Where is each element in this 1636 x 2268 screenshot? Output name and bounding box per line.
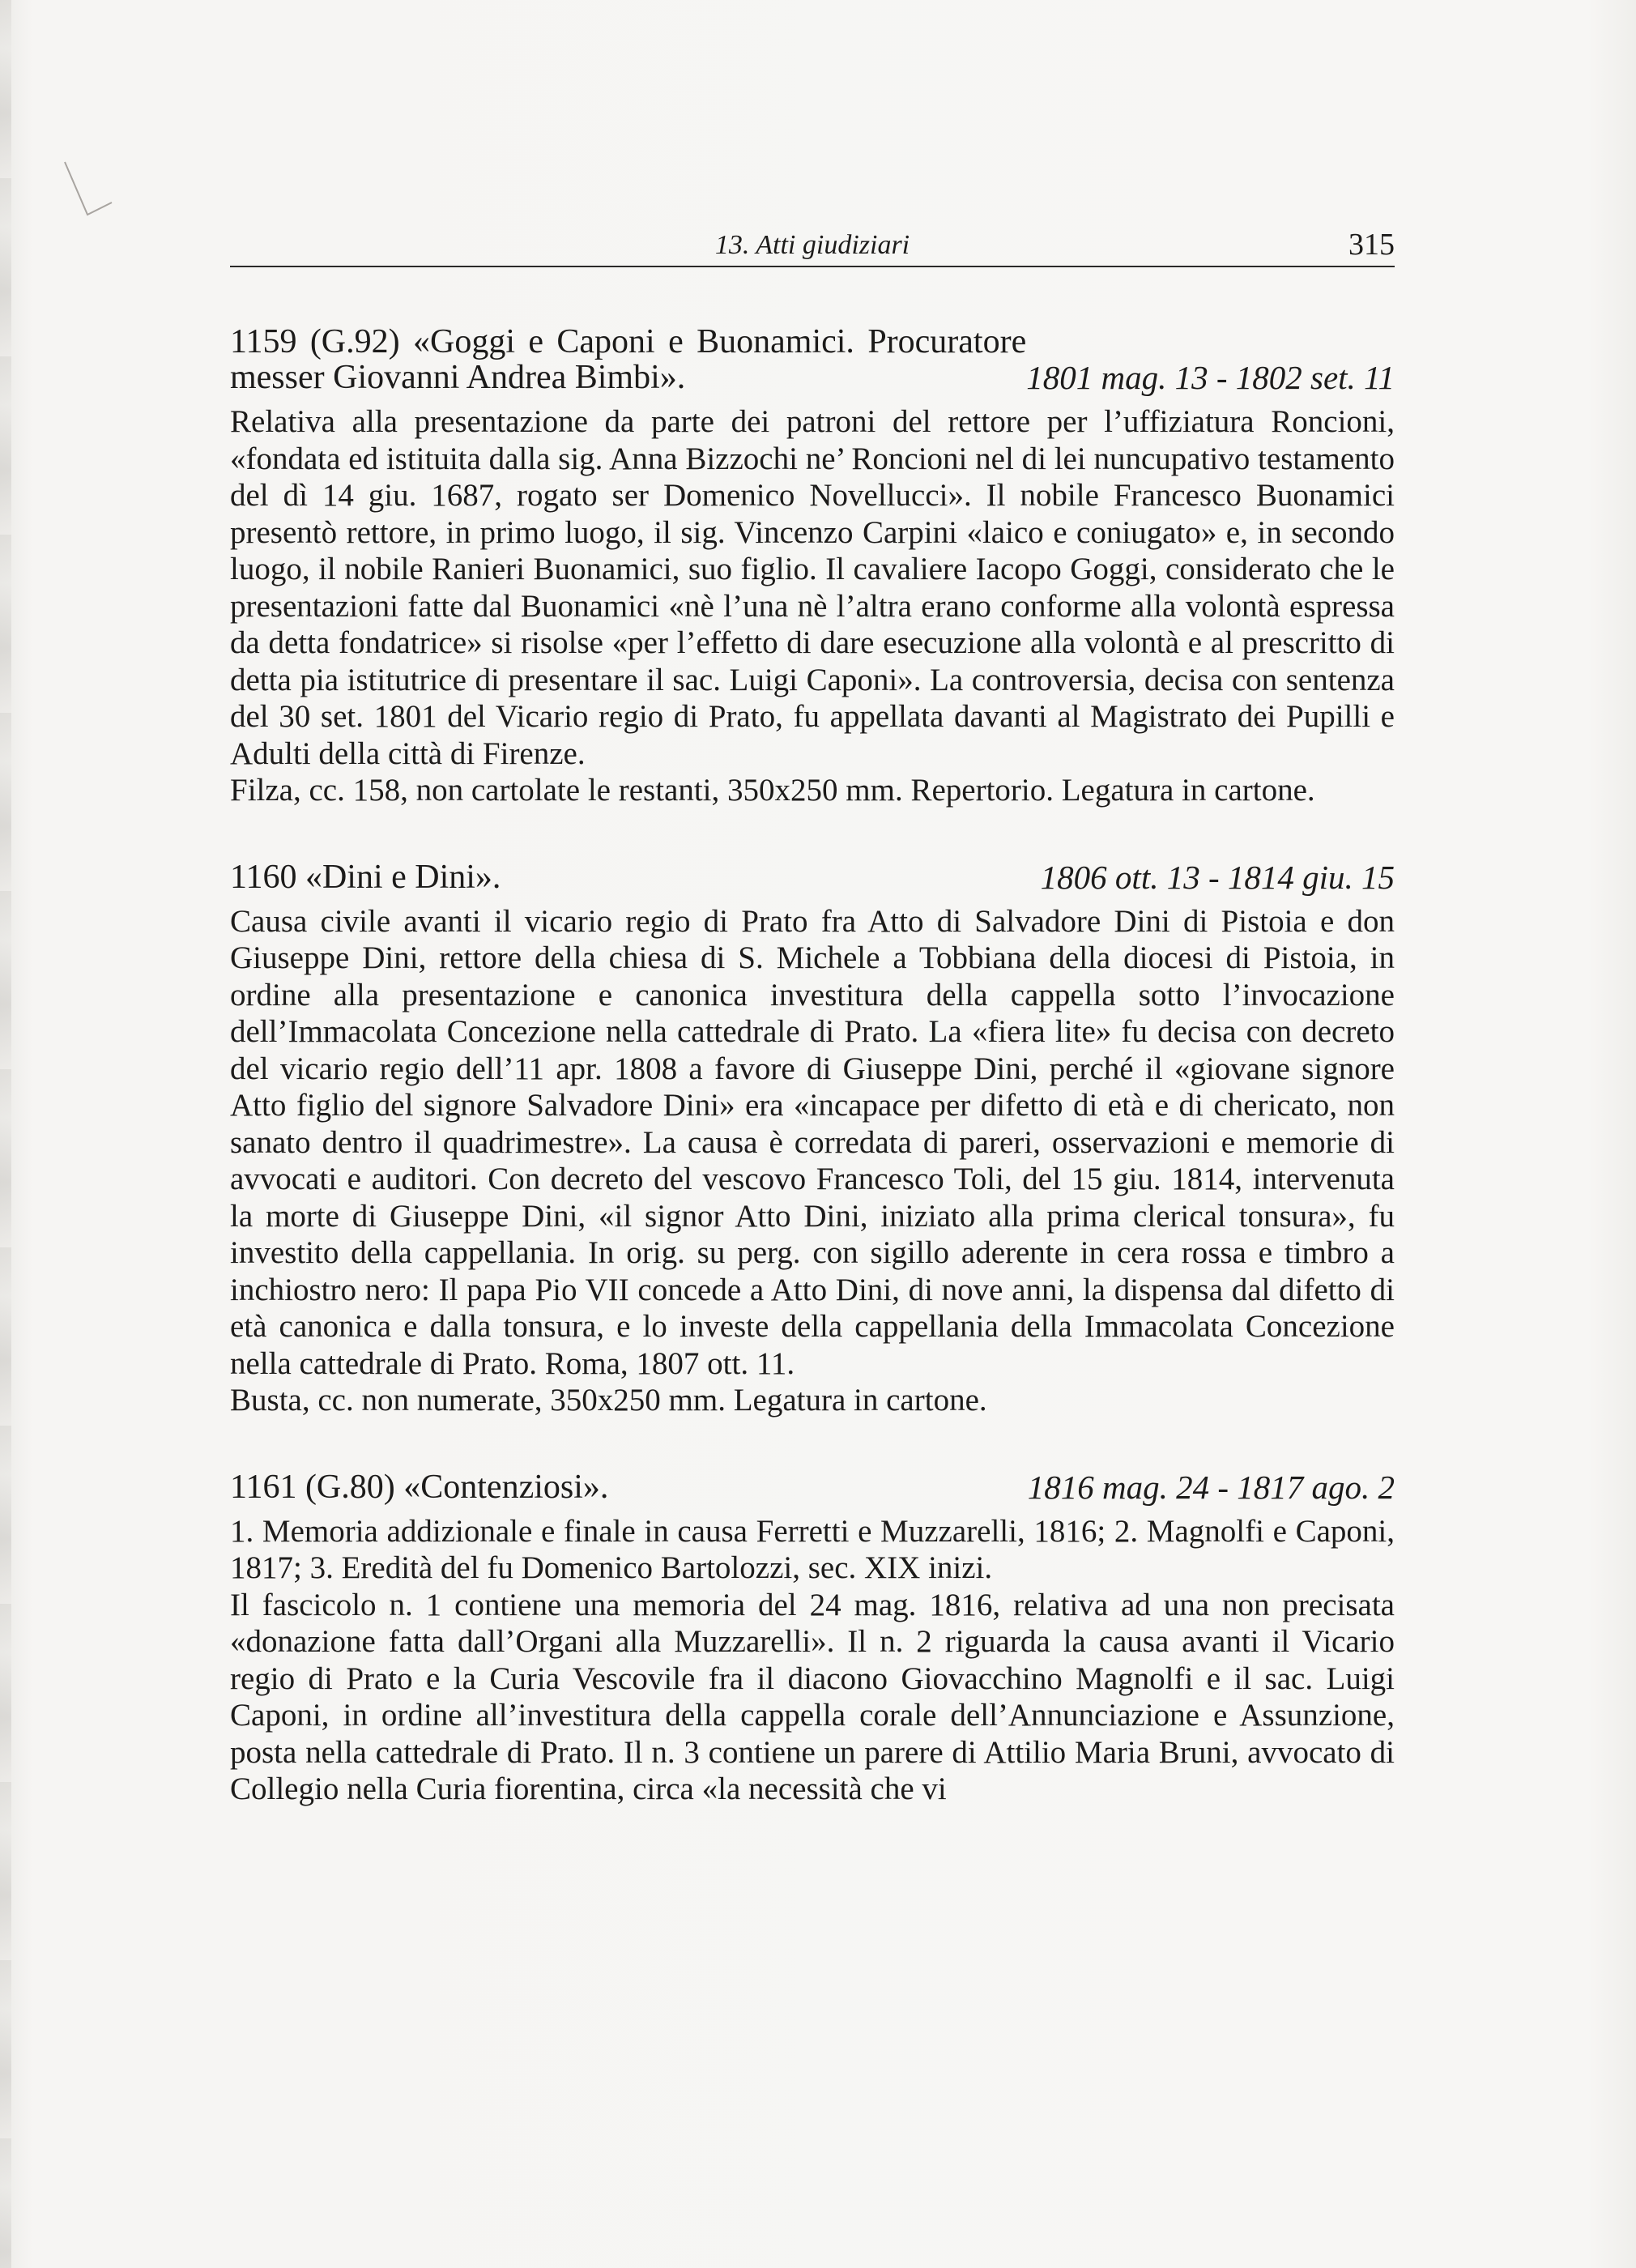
entry-title: 1161 (G.80) «Contenziosi».	[230, 1468, 609, 1506]
entry-date: 1801 mag. 13 - 1802 set. 11	[1026, 359, 1395, 396]
page-number: 315	[1348, 228, 1395, 262]
entry-1161	[230, 1469, 1395, 1808]
entry-date: 1806 ott. 13 - 1814 giu. 15	[1040, 858, 1395, 896]
entry-description: Causa civile avanti il vicario regio di Prato fra Atto di Salvadore Dini di Pistoia e don Giuseppe Dini, rettore della chiesa di S. Michele a Tobbiana della diocesi di Pistoia, in ordine alla presentazione e canonica investitura della cappella sotto l’invocazione dell’Immacolata Concezione nella cattedrale di Prato. La «fiera lite» fu decisa con decreto del vicario regio dell’11 apr. 1808 a favore di Giuseppe Dini, perché il «giovane signore Atto figlio del signore Salvadore Dini» era «incapace per difetto di età e di chericato, non sanato dentro il quadrimestre». La causa è corredata di pareri, osservazioni e memorie di avvocati e auditori. Con decreto del vescovo Francesco Toli, del 15 giu. 1814, intervenuta la morte di Giuseppe Dini, «il signor Atto Dini, iniziato alla prima clerical tonsura», fu investito della cappellania. In orig. su perg. con sigillo aderente in cera rossa e timbro a inchiostro nero: Il papa Pio VII concede a Atto Dini, di nove anni, la dispensa dal difetto di età canonica e dalla tonsura, e lo investe della cappellania della Immacolata Concezione nella cattedrale di Prato. Roma, 1807 ott. 11.	[230, 903, 1395, 1381]
entry-1160	[230, 859, 1395, 1419]
entry-description: Relativa alla presentazione da parte dei patroni del rettore per l’uffiziatura Roncioni, «fondata ed istituita dalla sig. Anna Bizzochi ne’ Roncioni nel di lei nuncupativo testamento del dì 14 giu. 1687, rogato ser Domenico Novellucci». Il nobile Francesco Buonamici presentò rettore, in primo luogo, il sig. Vincenzo Carpini «laico e coniugato» e, in secondo luogo, il nobile Ranieri Buonamici, suo figlio. Il cavaliere Iacopo Goggi, considerato che le presentazioni fatte dal Buonamici «nè l’una nè l’altra erano conforme alla volontà espressa da detta fondatrice» si risolse «per l’effetto di dare esecuzione alla volontà e al prescritto di detta pia istitutrice di presentare il sac. Luigi Caponi». La controversia, decisa con sentenza del 30 set. 1801 del Vicario regio di Prato, fu appellata davanti al Magistrato dei Pupilli e Adulti della città di Firenze.	[230, 404, 1395, 771]
page-edge	[0, 0, 11, 2268]
entry-title: 1160 «Dini e Dini».	[230, 858, 501, 896]
entry-physical-description: Busta, cc. non numerate, 350x250 mm. Legatura in cartone.	[230, 1383, 987, 1418]
entry-date: 1816 mag. 24 - 1817 ago. 2	[1027, 1468, 1395, 1506]
entry-1159	[230, 324, 1395, 809]
entry-title: 1159 (G.92) «Goggi e Caponi e Buonamici. Procuratore messer Giovanni Andrea Bimbi».	[230, 323, 1027, 396]
entry-contents: 1. Memoria addizionale e finale in causa Ferretti e Muzzarelli, 1816; 2. Magnolfi e Caponi, 1817; 3. Eredità del fu Domenico Bartolozzi, sec. XIX inizi.	[230, 1513, 1395, 1585]
entry-heading	[230, 1469, 1395, 1505]
entry-physical-description: Filza, cc. 158, non cartolate le restanti, 350x250 mm. Repertorio. Legatura in cartone.	[230, 773, 1315, 808]
running-title: 13. Atti giudiziari	[714, 230, 910, 260]
page-body	[230, 324, 1395, 1808]
running-header	[230, 224, 1395, 267]
pencil-mark	[57, 146, 121, 227]
entry-heading	[230, 859, 1395, 895]
entry-heading	[230, 324, 1395, 395]
entry-description: Il fascicolo n. 1 contiene una memoria del 24 mag. 1816, relativa ad una non precisata «donazione fatta dall’Organi alla Muzzarelli». Il n. 2 riguarda la causa avanti il Vicario regio di Prato e la Curia Vescovile fra il diacono Giovacchino Magnolfi e il sac. Luigi Caponi, in ordine all’investitura della cappella corale dell’Annunciazione e Assunzione, posta nella cattedrale di Prato. Il n. 3 contiene un parere di Attilio Maria Bruni, avvocato di Collegio nella Curia fiorentina, circa «la necessità che vi	[230, 1587, 1395, 1806]
